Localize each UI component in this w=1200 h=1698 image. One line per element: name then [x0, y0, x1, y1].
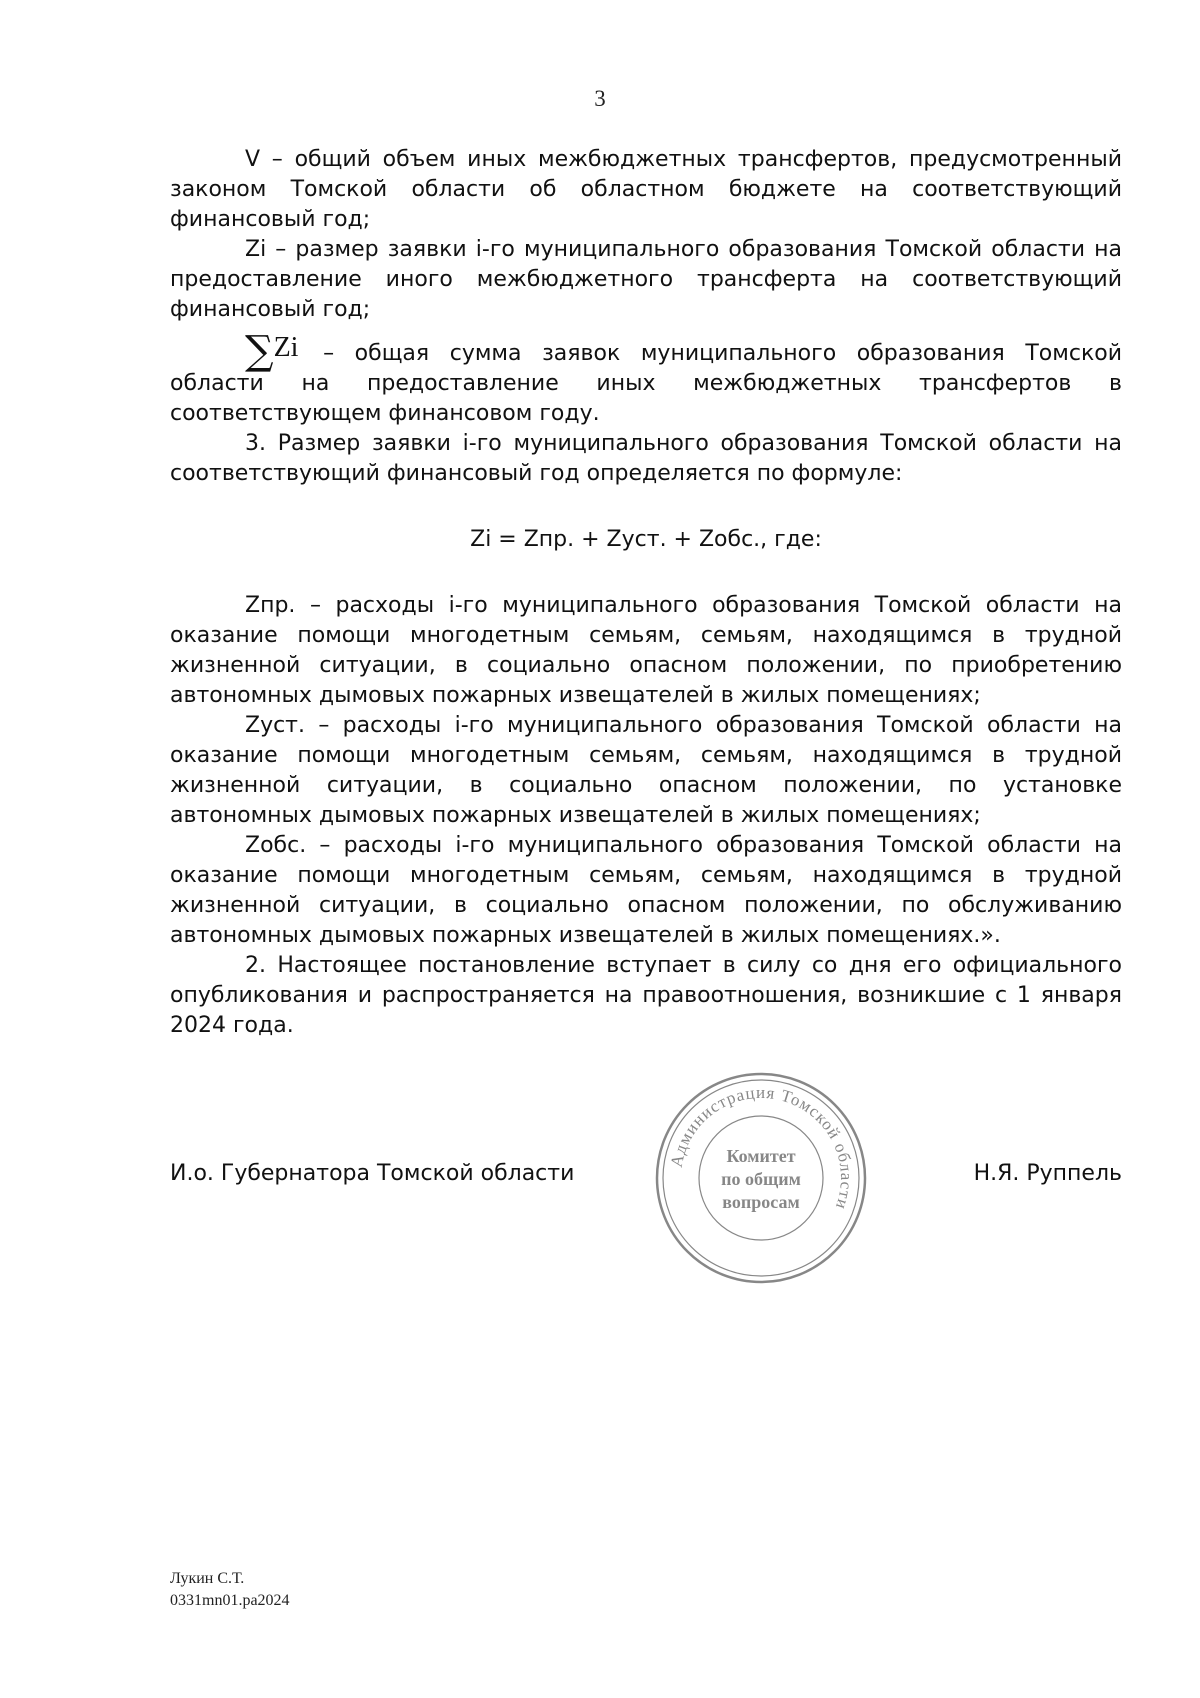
- paragraph-zust-definition: Zуст. – расходы i-го муниципального образования Томской области на оказание помощи многодетным семьям, семьям, находящимся в трудной жизненной ситуации, в социально опасном положении, по установке автономных дымовых пожарных извещателей в жилых помещениях;: [170, 713, 1122, 828]
- sum-symbol: ∑: [245, 328, 274, 374]
- footer-author: Лукин С.Т.: [170, 1570, 245, 1587]
- formula: Zi = Zпр. + Zуст. + Zобс., где:: [470, 527, 822, 552]
- paragraph-v-definition: V – общий объем иных межбюджетных трансфертов, предусмотренный законом Томской области об областном бюджете на соответствующий финансовый год;: [170, 147, 1122, 232]
- paragraph-zi-definition: Zi – размер заявки i-го муниципального образования Томской области на предоставление иного межбюджетного трансферта на соответствующий финансовый год;: [170, 237, 1122, 322]
- stamp-line-2: по общим: [721, 1169, 801, 1189]
- signatory-name: Н.Я. Руппель: [973, 1161, 1122, 1186]
- paragraph-item-2-effective: 2. Настоящее постановление вступает в силу со дня его официального опубликования и распространяется на правоотношения, возникшие с 1 января 2024 года.: [170, 953, 1122, 1038]
- page-number: 3: [594, 86, 606, 111]
- paragraph-zobs-definition: Zобс. – расходы i-го муниципального образования Томской области на оказание помощи многодетным семьям, семьям, находящимся в трудной жизненной ситуации, в социально опасном положении, по обслуживанию автономных дымовых пожарных извещателей в жилых помещениях.».: [170, 833, 1122, 948]
- stamp-line-1: Комитет: [726, 1146, 796, 1166]
- stamp-line-3: вопросам: [722, 1192, 800, 1212]
- sum-variable: Zi: [273, 332, 299, 363]
- sum-description: – общая сумма заявок муниципального образования Томской области на предоставление иных межбюджетных трансфертов в соответствующем финансовом году.: [170, 341, 1122, 426]
- paragraph-sum-definition: [170, 328, 1122, 429]
- paragraph-zpr-definition: Zпр. – расходы i-го муниципального образования Томской области на оказание помощи многодетным семьям, семьям, находящимся в трудной жизненной ситуации, в социально опасном положении, по приобретению автономных дымовых пожарных извещателей в жилых помещениях;: [170, 593, 1122, 708]
- document-body: [170, 145, 1122, 1041]
- paragraph-item-3: 3. Размер заявки i-го муниципального образования Томской области на соответствующий финансовый год определяется по формуле:: [170, 431, 1122, 486]
- official-stamp: [653, 1070, 869, 1286]
- signatory-title: И.о. Губернатора Томской области: [170, 1161, 575, 1186]
- footer-doc-code: 0331mn01.pa2024: [170, 1592, 290, 1609]
- stamp-ring-text: Администрация Томской области: [666, 1082, 857, 1213]
- document-footer: [170, 1568, 290, 1612]
